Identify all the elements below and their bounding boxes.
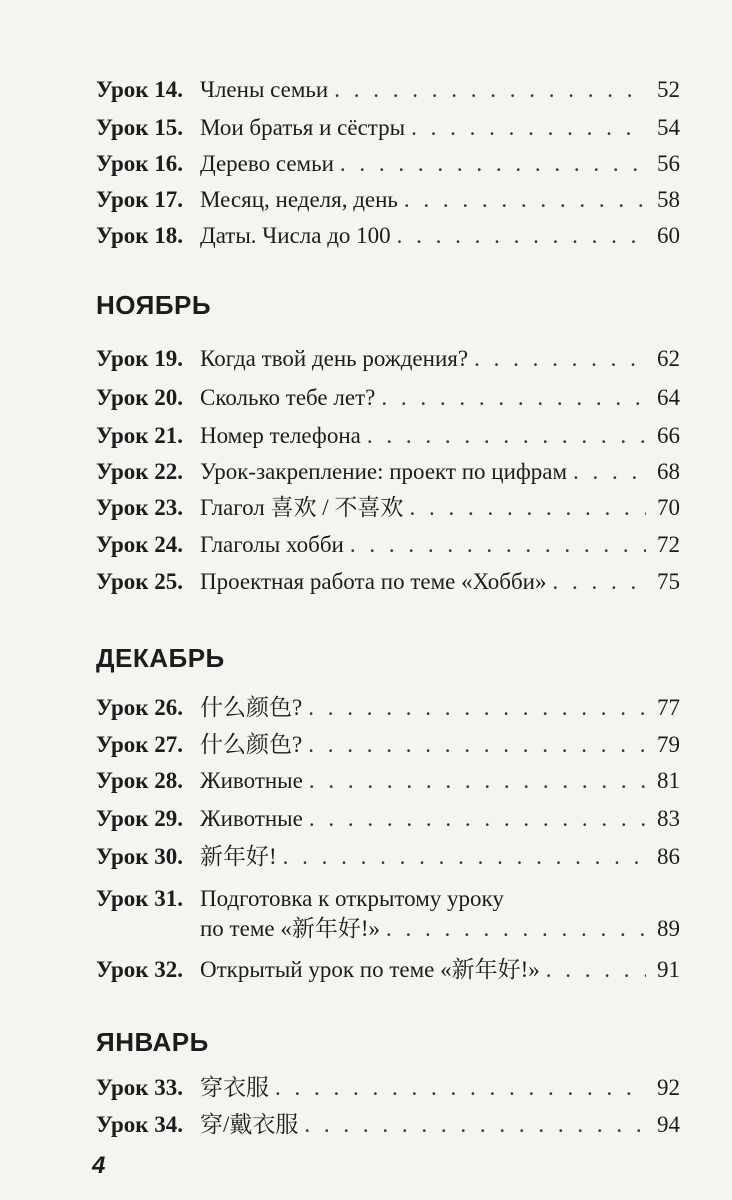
lesson-number: Урок 24. [96, 532, 184, 557]
page-number: 64 [657, 385, 680, 410]
lesson-title: Проектная работа по теме «Хобби» [200, 569, 547, 594]
toc-row [96, 454, 680, 490]
dot-leader [309, 763, 646, 799]
lesson-title: Открытый урок по теме «新年好!» [200, 957, 540, 982]
lesson-number: Урок 29. [96, 806, 184, 831]
lesson-number: Урок 26. [96, 695, 184, 720]
lesson-number: Урок 34. [96, 1112, 184, 1137]
lesson-title: Номер телефона [200, 423, 361, 448]
lesson-number: Урок 17. [96, 187, 184, 212]
page-footer-number: 4 [92, 1152, 106, 1179]
dot-leader [308, 690, 646, 726]
page-number: 75 [657, 569, 680, 594]
lesson-title: Подготовка к открытому уроку [200, 886, 504, 911]
page-number: 92 [657, 1075, 680, 1100]
toc-row [96, 418, 680, 454]
dot-leader [546, 952, 646, 988]
section-heading-december: ДЕКАБРЬ [96, 643, 225, 673]
lesson-number: Урок 22. [96, 459, 184, 484]
lesson-title: Глаголы хобби [200, 532, 344, 557]
page-number: 89 [657, 916, 680, 941]
toc-row [96, 839, 680, 875]
lesson-number: Урок 23. [96, 495, 184, 520]
lesson-number: Урок 21. [96, 423, 184, 448]
lesson-title: Даты. Числа до 100 [200, 223, 391, 248]
page-number: 91 [657, 957, 680, 982]
lesson-title: по теме «新年好!» [200, 916, 380, 941]
lesson-title: Члены семьи [200, 77, 329, 102]
lesson-number: Урок 18. [96, 223, 184, 248]
lesson-title: Мои братья и сёстры [200, 115, 406, 140]
lesson-title: 什么颜色? [200, 695, 303, 720]
section-heading-january: ЯНВАРЬ [96, 1027, 209, 1057]
toc-row [96, 564, 680, 600]
lesson-title: Животные [200, 768, 303, 793]
lesson-number: Урок 33. [96, 1075, 184, 1100]
toc-row [96, 110, 680, 146]
lesson-title: Месяц, неделя, день [200, 187, 398, 212]
dot-leader [573, 454, 646, 490]
toc-row [96, 801, 680, 837]
toc-row [96, 182, 680, 218]
dot-leader [411, 110, 646, 146]
dot-leader [304, 1107, 646, 1143]
dot-leader [340, 146, 646, 182]
lesson-number: Урок 25. [96, 569, 184, 594]
page-number: 94 [657, 1112, 680, 1137]
lesson-title: 什么颜色? [200, 732, 303, 757]
toc-row [96, 218, 680, 254]
lesson-title: Глагол 喜欢 / 不喜欢 [200, 495, 404, 520]
toc-row [96, 952, 680, 988]
lesson-number: Урок 32. [96, 957, 184, 982]
lesson-number: Урок 28. [96, 768, 184, 793]
lesson-number: Урок 30. [96, 844, 184, 869]
dot-leader [309, 801, 646, 837]
lesson-number: Урок 15. [96, 115, 184, 140]
lesson-title: 穿/戴衣服 [200, 1112, 299, 1137]
toc-row-continuation [96, 911, 680, 947]
page-number: 60 [657, 223, 680, 248]
dot-leader [308, 727, 646, 763]
dot-leader [404, 182, 646, 218]
lesson-title: Урок-закрепление: проект по цифрам [200, 459, 568, 484]
toc-row [96, 146, 680, 182]
toc-row [96, 1107, 680, 1143]
page-number: 62 [657, 346, 680, 371]
lesson-title: 新年好! [200, 844, 277, 869]
dot-leader [381, 380, 646, 416]
dot-leader [334, 72, 646, 108]
toc-row [96, 727, 680, 763]
page-number: 77 [657, 695, 680, 720]
toc-row [96, 72, 680, 108]
dot-leader [474, 341, 646, 377]
lesson-number: Урок 19. [96, 346, 184, 371]
page-number: 52 [657, 77, 680, 102]
toc-row [96, 380, 680, 416]
page-number: 58 [657, 187, 680, 212]
dot-leader [386, 911, 646, 947]
dot-leader [275, 1070, 646, 1106]
lesson-number: Урок 14. [96, 77, 184, 102]
dot-leader [367, 418, 646, 454]
toc-row [96, 1070, 680, 1106]
lesson-number: Урок 20. [96, 385, 184, 410]
dot-leader [397, 218, 646, 254]
page-number: 79 [657, 732, 680, 757]
lesson-title: Дерево семьи [200, 151, 334, 176]
page-number: 81 [657, 768, 680, 793]
page-number: 86 [657, 844, 680, 869]
lesson-title: Животные [200, 806, 303, 831]
dot-leader [350, 527, 646, 563]
lesson-number: Урок 27. [96, 732, 184, 757]
page-number: 68 [657, 459, 680, 484]
page-number: 72 [657, 532, 680, 557]
toc-row [96, 527, 680, 563]
lesson-number: Урок 31. [96, 886, 184, 911]
lesson-number: Урок 16. [96, 151, 184, 176]
dot-leader [283, 839, 646, 875]
page-number: 70 [657, 495, 680, 520]
lesson-title: Когда твой день рождения? [200, 346, 469, 371]
page-number: 66 [657, 423, 680, 448]
dot-leader [552, 564, 646, 600]
lesson-title: 穿衣服 [200, 1075, 269, 1100]
toc-row [96, 763, 680, 799]
lesson-title: Сколько тебе лет? [200, 385, 376, 410]
page-number: 83 [657, 806, 680, 831]
page-number: 54 [657, 115, 680, 140]
page-number: 56 [657, 151, 680, 176]
toc-row [96, 341, 680, 377]
toc-row [96, 490, 680, 526]
toc-row [96, 690, 680, 726]
section-heading-november: НОЯБРЬ [96, 290, 212, 320]
dot-leader [409, 490, 646, 526]
